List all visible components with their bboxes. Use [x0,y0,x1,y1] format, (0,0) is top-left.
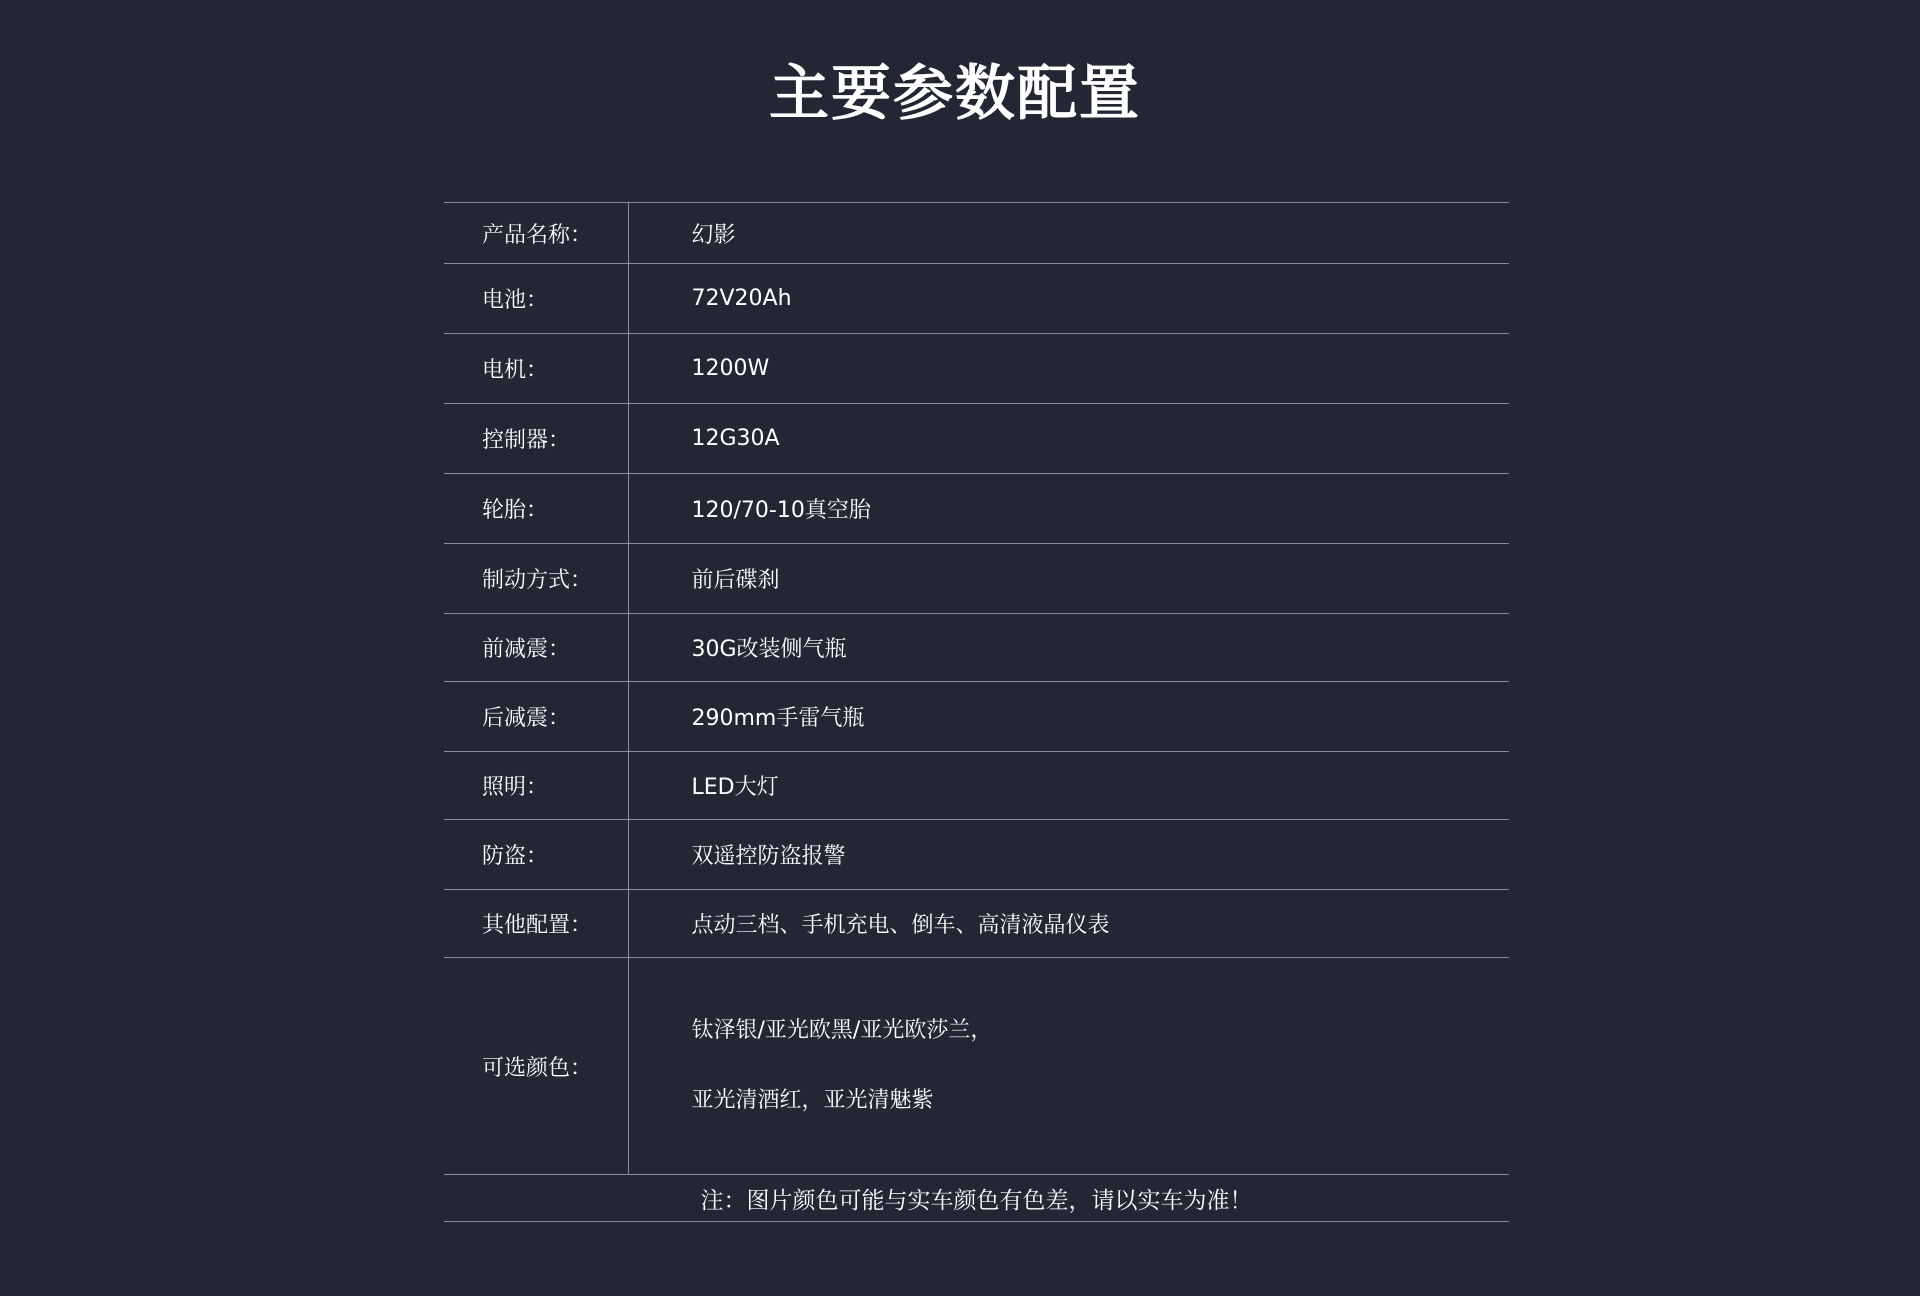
spec-row-battery [444,264,1509,334]
spec-value: 290mm手雷气瓶 [628,682,1509,752]
spec-value: 前后碟刹 [628,544,1509,614]
spec-value: 120/70-10真空胎 [628,474,1509,544]
spec-row-front-suspension [444,614,1509,682]
spec-label: 产品名称： [444,203,628,264]
spec-row-rear-suspension [444,682,1509,752]
spec-label: 照明： [444,752,628,820]
spec-value: 72V20Ah [628,264,1509,334]
spec-label: 制动方式： [444,544,628,614]
disclaimer-row [444,1175,1509,1222]
spec-value: 12G30A [628,404,1509,474]
spec-value: 1200W [628,334,1509,404]
spec-label: 控制器： [444,404,628,474]
spec-label: 电池： [444,264,628,334]
page-title: 主要参数配置 [769,59,1141,129]
spec-value: 30G改装侧气瓶 [628,614,1509,682]
spec-table [444,202,1509,1222]
spec-value: LED大灯 [628,752,1509,820]
spec-row-tire [444,474,1509,544]
spec-label: 前减震： [444,614,628,682]
spec-row-colors [444,958,1509,1175]
spec-value-colors [628,958,1509,1175]
spec-value: 幻影 [628,203,1509,264]
spec-row-lighting [444,752,1509,820]
spec-row-other-config [444,890,1509,958]
spec-label: 轮胎： [444,474,628,544]
color-options-line: 钛泽银/亚光欧黑/亚光欧莎兰， [691,1018,993,1043]
spec-label: 防盗： [444,820,628,890]
spec-value: 双遥控防盗报警 [628,820,1509,890]
spec-label: 可选颜色： [444,958,628,1175]
disclaimer-note: 注：图片颜色可能与实车颜色有色差，请以实车为准！ [444,1175,1509,1222]
spec-value: 点动三档、手机充电、倒车、高清液晶仪表 [628,890,1509,958]
color-options-line: 亚光清酒红，亚光清魅紫 [691,1088,934,1113]
spec-row-product-name [444,203,1509,264]
spec-row-controller [444,404,1509,474]
spec-row-motor [444,334,1509,404]
spec-row-brake [444,544,1509,614]
spec-label: 其他配置： [444,890,628,958]
spec-label: 电机： [444,334,628,404]
spec-label: 后减震： [444,682,628,752]
spec-row-anti-theft [444,820,1509,890]
